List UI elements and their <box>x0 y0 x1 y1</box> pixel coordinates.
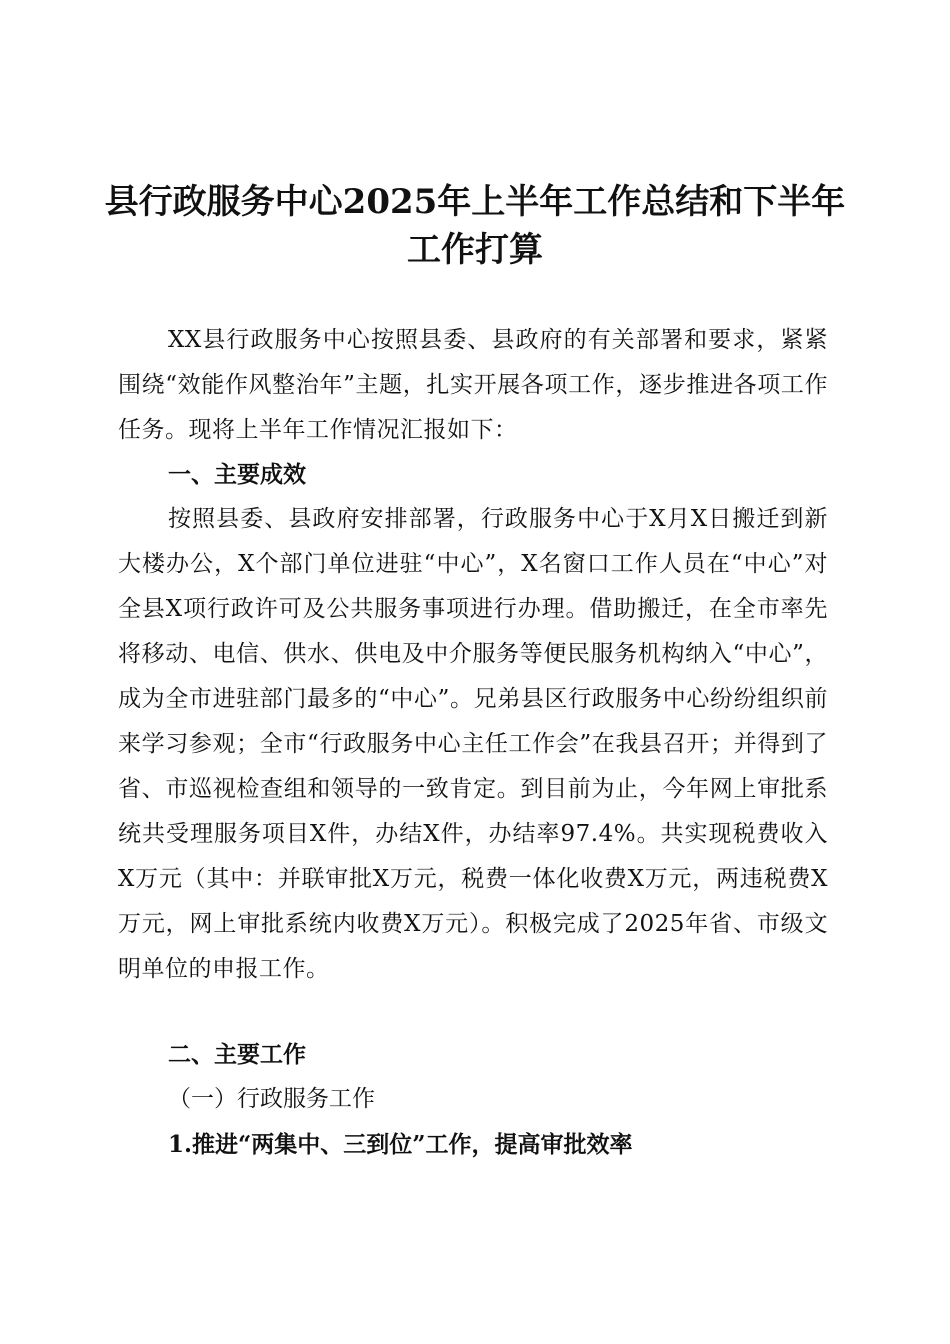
item-heading-approval-efficiency: 1.推进“两集中、三到位”工作，提高审批效率 <box>168 1131 633 1158</box>
document-title: 县行政服务中心2025年上半年工作总结和下半年工作打算 <box>104 182 846 270</box>
section-heading-main-results: 一、主要成效 <box>168 461 306 488</box>
main-results-paragraph: 按照县委、县政府安排部署，行政服务中心于X月X日搬迁到新大楼办公，X个部门单位进驻“中心”，X名窗口工作人员在“中心”对全县X项行政许可及公共服务事项进行办理。借助搬迁，在全市率先将移动、电信、供水、供电及中介服务等便民服务机构纳入“中心”，成为全市进驻部门最多的“中心”。兄弟县区行政服务中心纷纷组织前来学习参观；全市“行政服务中心主任工作会”在我县召开；并得到了省、市巡视检查组和领导的一致肯定。到目前为止，今年网上审批系统共受理服务项目X件，办结X件，办结率97.4%。共实现税费收入X万元（其中：并联审批X万元，税费一体化收费X万元，两违税费X万元，网上审批系统内收费X万元）。积极完成了2025年省、市级文明单位的申报工作。 <box>118 506 828 982</box>
subsection-heading-admin-service: （一）行政服务工作 <box>168 1086 375 1112</box>
intro-paragraph: XX县行政服务中心按照县委、县政府的有关部署和要求，紧紧围绕“效能作风整治年”主题，扎实开展各项工作，逐步推进各项工作任务。现将上半年工作情况汇报如下： <box>118 327 828 443</box>
section-heading-main-work: 二、主要工作 <box>168 1041 306 1068</box>
